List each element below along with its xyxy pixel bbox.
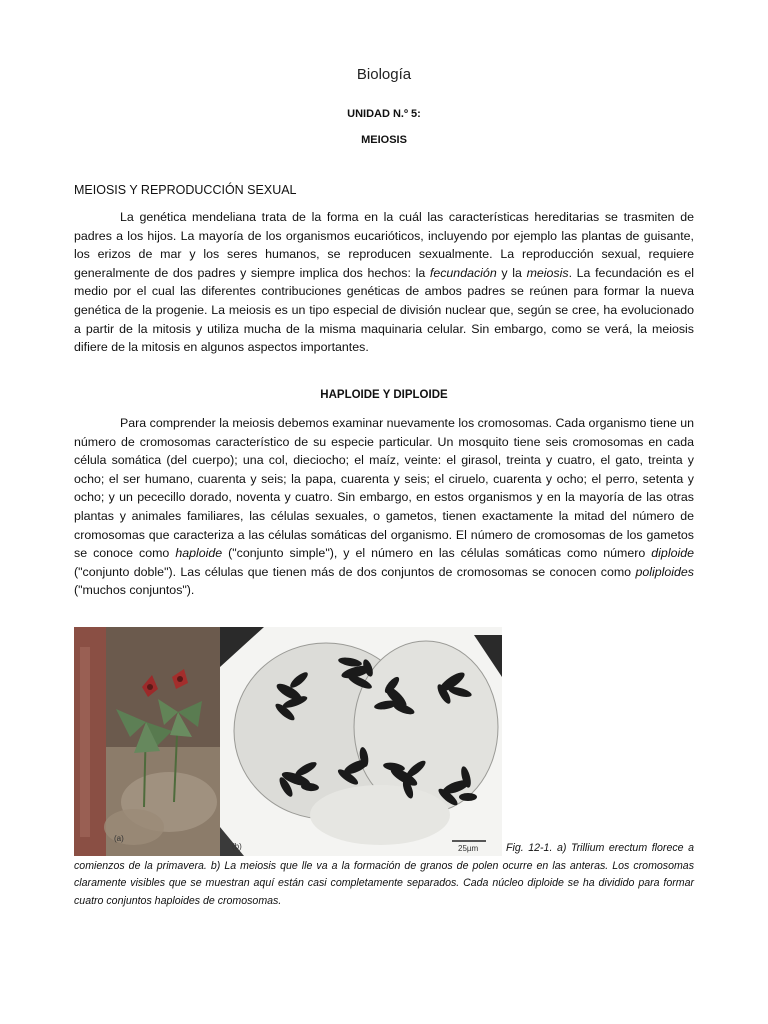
paragraph1-text-c: . La fecundación es el medio por el cual las diferentes contribuciones genéticas de ambos padres se reúnen para formar la nueva genética de la progenie. La meiosis es un tipo especial de división nuclear que, según se cree, ha evolucionado a partir de la mitosis y utiliza mucha de la misma maquinaria celular. Sin embargo, como se verá, la meiosis difiere de la mitosis en algunos aspectos importantes. (74, 265, 694, 355)
term-haploide: haploide (175, 546, 223, 561)
paragraph2-text-c: ("conjunto doble"). Las células que tienen más de dos conjuntos de cromosomas se conocen como (74, 564, 636, 579)
meiosis-micrograph (220, 627, 502, 856)
scale-bar-label: 25µm (458, 844, 479, 853)
paragraph2-text-b: ("conjunto simple"), y el número en las células somáticas como número (222, 546, 652, 561)
section-heading: MEIOSIS Y REPRODUCCIÓN SEXUAL (74, 183, 297, 197)
paragraph2-text-d: ("muchos conjuntos"). (74, 583, 195, 598)
paragraph2-text-a: Para comprender la meiosis debemos examinar nuevamente los cromosomas. Cada organismo tiene un número de cromosomas característico de su especie particular. Un mosquito tiene seis cromosomas en cada célula somática (del cuerpo); una col, dieciocho; el maíz, veinte: el girasol, treinta y cuatro, el gato, treinta y ocho; el ser humano, cuarenta y seis; la papa, cuarenta y seis; el ciruelo, cuarenta y ocho; el perro, setenta y ocho; y un pececillo dorado, noventa y cuatro. Sin embargo, en estos organismos y en la mayoría de las otras plantas y animales familiares, las células sexuales, o gametos, tienen exactamente la mitad del número de cromosomas que caracteriza a las células somáticas del organismo. El número de cromosomas de los gametos se conoce como (74, 416, 694, 561)
term-fecundacion: fecundación (429, 265, 497, 280)
unit-label: UNIDAD N.º 5: (347, 108, 421, 120)
term-meiosis: meiosis (526, 265, 569, 280)
paragraph-reproduccion-sexual (74, 208, 694, 357)
panel-b-label: (b) (232, 842, 242, 851)
figure-12-1 (74, 627, 502, 856)
header-title: Biología (356, 66, 412, 83)
subheading-haploide-diploide: HAPLOIDE Y DIPLOIDE (320, 389, 448, 401)
term-poliploides: poliploides (635, 564, 694, 579)
figure-caption: Fig. 12-1. a) Trillium erectum florece a comienzos de la primavera. b) La meiosis que lle va a la formación de granos de polen ocurre en las anteras. Los cromosomas claramente visibles que se muestran aquí están casi completamente separados. Cada núcleo diploide se ha dividido para formar cuatro conjuntos haploides de cromosomas. (74, 842, 694, 907)
term-diploide: diploide (651, 546, 694, 561)
paragraph1-text-a: La genética mendeliana trata de la forma en la cuál las características hereditarias se trasmiten de padres a los hijos. La mayoría de los organismos eucarióticos, incluyendo por ejemplo las plantas de guisante, los erizos de mar y los seres humanos, se reproducen sexualmente. La reproducción sexual, requiere generalmente de dos padres y siempre implica dos hechos: la (74, 210, 694, 280)
paragraph-haploide-diploide (74, 414, 694, 600)
trillium-photo (74, 627, 220, 856)
unit-topic: MEIOSIS (361, 134, 407, 146)
panel-a-label: (a) (114, 834, 124, 843)
paragraph1-text-b: y la (496, 265, 527, 280)
